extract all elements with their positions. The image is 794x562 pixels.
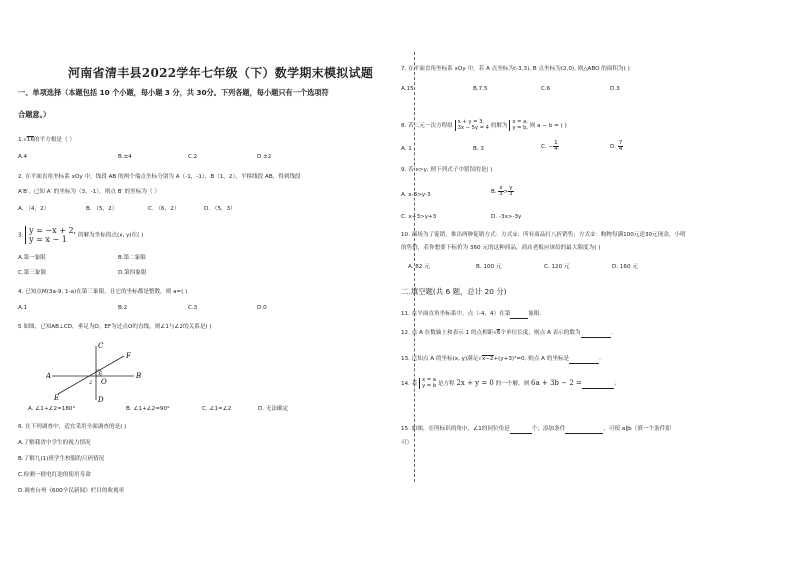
q9-option-d: D. -3x>-3y: [491, 214, 522, 220]
q8-option-d: D. $\frac{7}{4}$: [610, 140, 623, 152]
sqrt-sign-icon: √: [23, 137, 27, 143]
q3-option-d: D.第四象限: [118, 270, 147, 276]
page-title: 河南省清丰县2022学年七年级（下）数学期末模拟试题: [68, 66, 374, 80]
q15-answer-blank-2[interactable]: [565, 426, 603, 434]
exam-paper: [18, 30, 778, 540]
label-angle-1: 1: [98, 371, 102, 377]
q11-stem: 11. 在平面直角坐标系中，点（-4，4）在第 象限．: [401, 311, 546, 317]
q7-option-d: D.3: [610, 86, 620, 92]
q3-option-c: C.第三象限: [18, 270, 47, 276]
q3-equation-system: y = −x + 2, y = x − 1: [25, 226, 76, 244]
q2-option-b: B. （5，2）: [86, 206, 118, 212]
q10-stem: 10. 商场为了促销，推出两种促销方式：方式①：所有商品打八折销售；方式②：购物每满100元送30元现金，小明: [401, 232, 686, 238]
q5-option-a: A. ∠1+∠2=180°: [28, 406, 76, 412]
q1-stem: 1.√16的平方根是（ ）: [18, 137, 75, 143]
q8-option-a: A. 1: [401, 146, 412, 152]
q8-option-c: C. − $\frac{1}{4}$: [541, 140, 558, 152]
q10-option-b: B. 100 元: [476, 264, 502, 270]
q3-stem: 3. y = −x + 2, y = x − 1 的解为坐标的点(x, y)在( ): [18, 226, 144, 244]
q7-option-c: C.6: [541, 86, 551, 92]
q2-option-c: C. （6，2）: [148, 206, 180, 212]
q10-stem-cont: 的售价，若你想要下标价为 360 元的这种商品，商店老板应该给的最大限度为( ): [401, 245, 601, 251]
label-f: F: [126, 352, 131, 360]
q9-option-c: C. x+3>y+3: [401, 214, 437, 220]
line-ef: [58, 356, 124, 394]
q4-stem: 4. 已知点M(3a-9, 1-a)在第三象限，且它的坐标都是整数，则 a=( ): [18, 289, 188, 295]
q4-option-c: C.3: [188, 305, 198, 311]
q10-option-d: D. 160 元: [612, 264, 638, 270]
label-o: O: [101, 378, 107, 386]
q6-option-c: C.检测一批电灯泡的使用寿命: [18, 472, 91, 478]
q5-figure: [46, 340, 146, 402]
q9-option-b: B. $\frac{x}{3}$ > $\frac{y}{3}$: [491, 185, 513, 197]
section2-heading: 二.填空题(共 6 题，总计 20 分): [401, 287, 507, 296]
q2-option-a: A. （4，2）: [18, 206, 50, 212]
q11-answer-blank[interactable]: [510, 311, 528, 319]
q5-stem: 5 如图，已知AB⊥CD，垂足为O，EF为过点O的直线，则∠1与∠2的关系是( ): [18, 324, 212, 330]
q3-option-a: A.第一象限: [18, 255, 46, 261]
label-a: A: [46, 372, 52, 380]
section1-heading: 一、单项选择（本题包括 10 个小题，每小题 3 分，共 30分。下列各题，每小题只有一个选项符: [18, 88, 329, 97]
label-e: E: [54, 394, 60, 402]
label-angle-2: 2: [89, 380, 93, 386]
q3-option-b: B.第二象限: [118, 255, 146, 261]
q6-option-d: D.调查台州《600全民新闻》栏目的收视率: [18, 488, 125, 494]
q5-option-c: C. ∠1=∠2: [202, 406, 232, 412]
q13-answer-blank[interactable]: [569, 356, 599, 364]
q5-option-b: B. ∠1+∠2=90°: [126, 406, 170, 412]
q1-option-d: D.±2: [257, 154, 272, 160]
q7-option-a: A.15: [401, 86, 414, 92]
q9-option-a: A. x-3>y-3: [401, 192, 431, 198]
sqrt-sign-icon: √: [493, 330, 497, 336]
q4-option-b: B.2: [118, 305, 128, 311]
q10-option-a: A. 82 元: [408, 264, 430, 270]
q2-stem-cont: A′B′，已知 A′ 的坐标为（3，-1），则点 B′ 的坐标为（ ）: [18, 189, 160, 195]
q10-option-c: C. 120 元: [544, 264, 570, 270]
q8-equation-system: x + y = 3, 3x − 5y = 4: [455, 120, 489, 131]
q1-option-b: B.±4: [118, 154, 132, 160]
label-b: B: [136, 372, 142, 380]
q8-option-b: B. 3: [473, 146, 484, 152]
label-d: D: [98, 396, 104, 402]
q12-stem: 12. 点 A 在数轴上和表示 1 的点相距√6个单位长度，则点 A 表示的数为 ．: [401, 330, 617, 336]
q14-answer-blank[interactable]: [582, 381, 614, 389]
q15-answer-blank-1[interactable]: [510, 426, 532, 434]
q6-option-b: B.了解九(1)班学生校服的尺码情况: [18, 456, 105, 462]
q8-stem: 8. 若二元一次方程组 x + y = 3, 3x − 5y = 4 的解为 x = a, y = b, 则 a − b = ( ): [401, 119, 567, 131]
q7-stem: 7. 在平面直角坐标系 xOy 中，若 A 点坐标为(-3,3), B 点坐标为(2,0), 则△ABO 的面积为( ): [401, 66, 630, 72]
q13-stem: 13. 已知点 A 的坐标(x, y)满足√x−2+(y+3)²=0, 则点 A 的坐标是 ．: [401, 356, 605, 362]
q1-option-c: C.2: [188, 154, 198, 160]
sqrt-sign-icon: √: [478, 356, 482, 362]
q8-solution: x = a, y = b,: [509, 120, 528, 131]
q7-option-b: B.7.5: [473, 86, 488, 92]
q1-option-a: A.4: [18, 154, 28, 160]
q15-stem: 15. 如图，在所标识的角中，∠1的同位角是 个；添加条件 ，可使 a∥b（填一个条件即: [401, 426, 671, 432]
q5-option-d: D. 无法确定: [258, 406, 289, 412]
section1-heading-cont: 合题意。）: [18, 110, 51, 119]
label-c: C: [98, 342, 104, 350]
q15-stem-cont: 可）: [401, 440, 413, 446]
q4-option-a: A.1: [18, 305, 28, 311]
q14-stem: 14. 若 x = a y = b 是方程 2x + y = 0 的一个解，则 6a + 3b − 2 = ；: [401, 377, 620, 389]
q4-option-d: D.0: [257, 305, 267, 311]
q2-option-d: D. （5，3）: [204, 206, 236, 212]
q14-equation-system: x = a y = b: [419, 378, 436, 389]
q6-option-a: A.了解我省中学生的视力情况: [18, 440, 91, 446]
q12-answer-blank[interactable]: [581, 330, 611, 338]
q9-stem: 9. 若 x>y, 则下列式子中错误的是( ): [401, 167, 493, 173]
q2-stem: 2. 在平面直角坐标系 xOy 中，线段 AB 的两个端点坐标分别为 A（-1，-1），B（1，2），平移线段 AB，得到线段: [18, 174, 301, 180]
q6-stem: 6. 在下列调查中，适宜采用全面调查的是( ): [18, 424, 127, 430]
